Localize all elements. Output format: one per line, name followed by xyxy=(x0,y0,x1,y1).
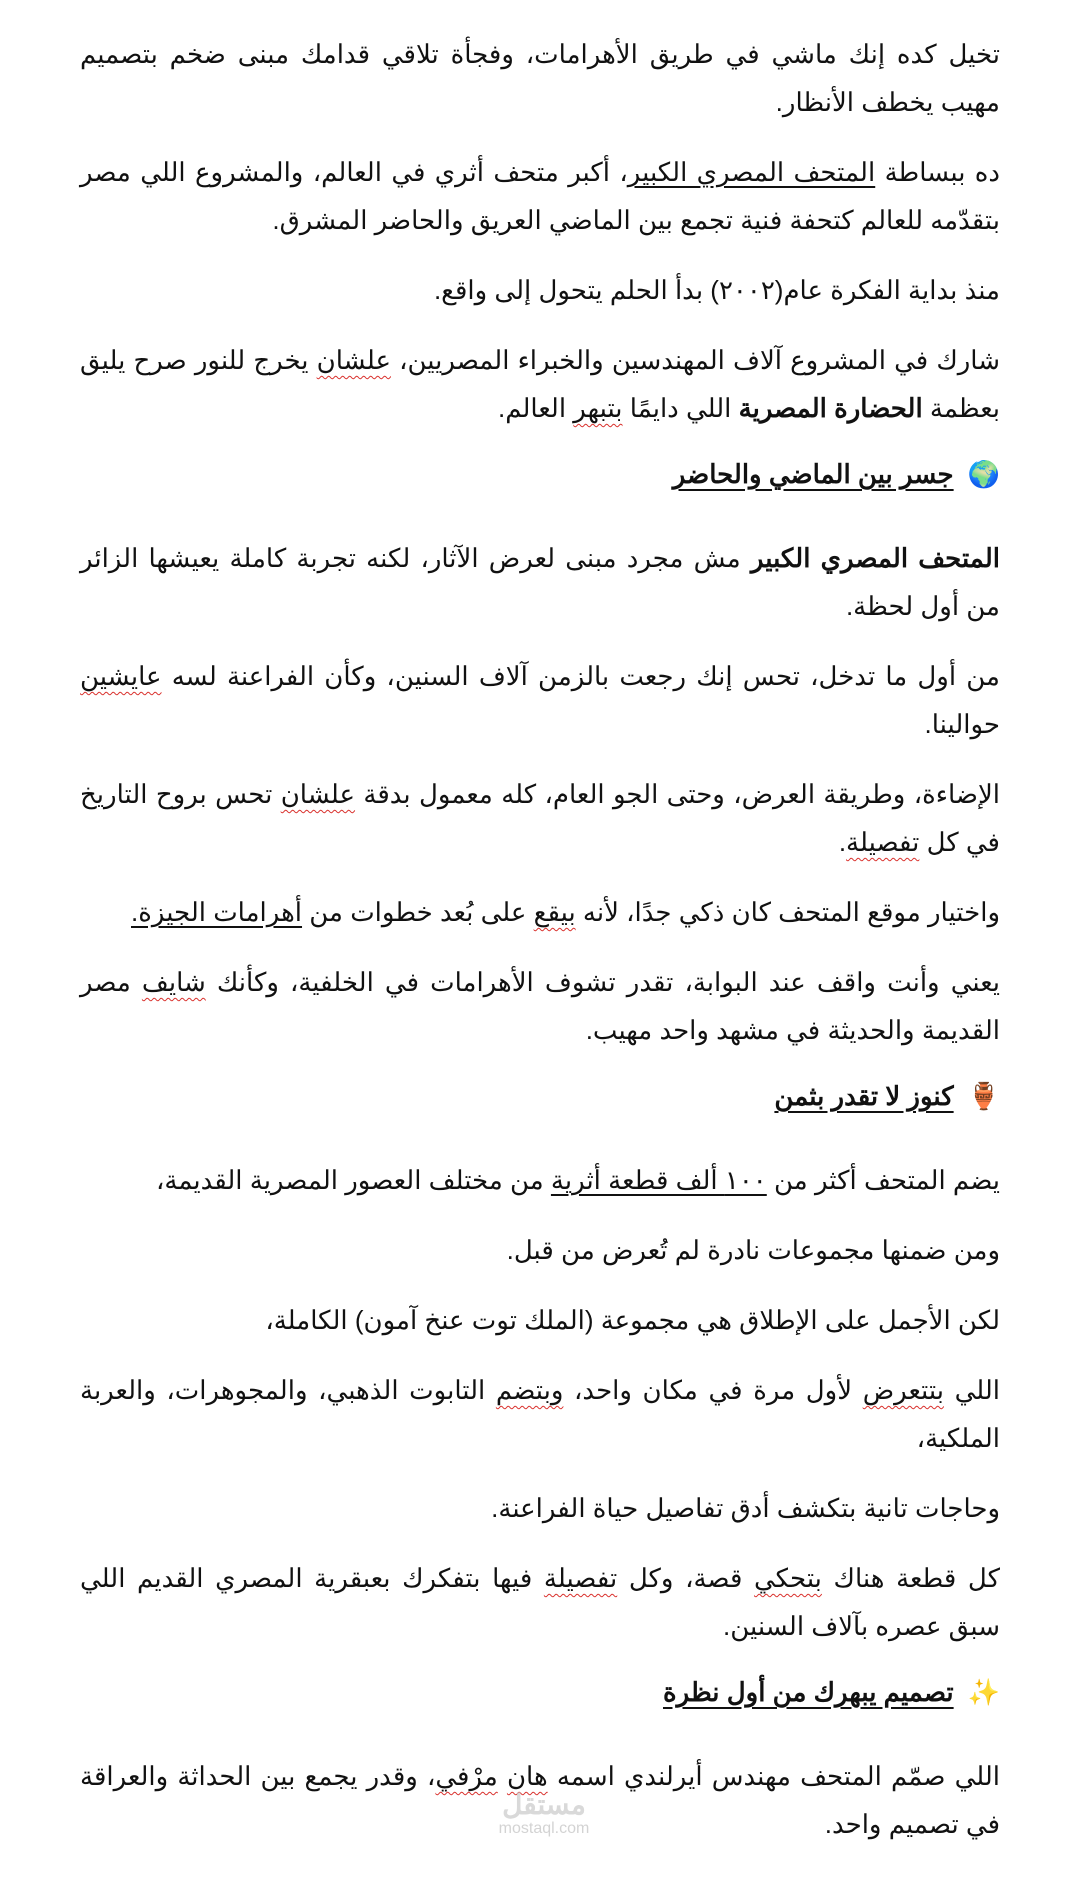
section3-paragraph-1: اللي صمّم المتحف مهندس أيرلندي اسمه هان مرْفي، وقدر يجمع بين الحداثة والعراقة في تصميم واحد. xyxy=(80,1761,1000,1839)
sparkles-icon: ✨ xyxy=(967,1677,1000,1707)
spellcheck-word: مرْفي xyxy=(435,1761,498,1791)
section-heading-design xyxy=(80,1672,1000,1712)
spellcheck-word: بتحكي xyxy=(754,1563,822,1593)
section-title: تصميم يبهرك من أول نظرة xyxy=(663,1677,954,1707)
section2-paragraph-5: وحاجات تانية بتكشف أدق تفاصيل حياة الفراعنة. xyxy=(491,1493,1000,1523)
section-title: جسر بين الماضي والحاضر xyxy=(672,459,954,489)
spellcheck-word: هان xyxy=(506,1761,548,1791)
section-heading-bridge xyxy=(80,454,1000,494)
intro-paragraph-3: منذ بداية الفكرة عام(٢٠٠٢) بدأ الحلم يتحول إلى واقع. xyxy=(433,275,1000,305)
spellcheck-word: بيقع xyxy=(533,897,576,927)
bold-phrase: الحضارة المصرية xyxy=(738,393,923,423)
intro-paragraph-2: ده ببساطة المتحف المصري الكبير، أكبر متحف أثري في العالم، والمشروع اللي مصر بتقدّمه للعالم كتحفة فنية تجمع بين الماضي العريق والحاضر المشرق. xyxy=(80,157,1001,235)
mostaql-watermark xyxy=(474,1790,614,1838)
pyramids-link[interactable]: أهرامات الجيزة. xyxy=(131,897,303,927)
watermark-latin: mostaql.com xyxy=(498,1820,590,1837)
bold-phrase: المتحف المصري الكبير xyxy=(750,543,1000,573)
spellcheck-word: شايف xyxy=(141,967,206,997)
section2-paragraph-3: لكن الأجمل على الإطلاق هي مجموعة (الملك توت عنخ آمون) الكاملة، xyxy=(265,1305,1000,1335)
section-title: كنوز لا تقدر بثمن xyxy=(774,1081,954,1111)
spellcheck-word: عايشين xyxy=(80,661,162,691)
gem-link[interactable]: المتحف المصري الكبير xyxy=(627,157,876,187)
spellcheck-word: علشان xyxy=(280,779,356,809)
section2-paragraph-4: اللي بتتعرض لأول مرة في مكان واحد، وبتضم التابوت الذهبي، والمجوهرات، والعربة الملكية، xyxy=(80,1375,1000,1453)
section2-paragraph-1: يضم المتحف أكثر من ١٠٠ ألف قطعة أثرية من مختلف العصور المصرية القديمة، xyxy=(155,1165,1000,1195)
section1-paragraph-2: من أول ما تدخل، تحس إنك رجعت بالزمن آلاف السنين، وكأن الفراعنة لسه عايشين حوالينا. xyxy=(80,661,1000,739)
section1-paragraph-3: الإضاءة، وطريقة العرض، وحتى الجو العام، كله معمول بدقة علشان تحس بروح التاريخ في كل تفصيلة. xyxy=(80,779,1000,857)
artifacts-link[interactable]: ١٠٠ ألف قطعة أثرية xyxy=(550,1165,767,1195)
section1-paragraph-5: يعني وأنت واقف عند البوابة، تقدر تشوف الأهرامات في الخلفية، وكأنك شايف مصر القديمة والحديثة في مشهد واحد مهيب. xyxy=(80,967,1000,1045)
section-heading-treasures xyxy=(80,1076,1000,1116)
watermark-arabic: مستقل xyxy=(502,1789,586,1820)
section2-paragraph-6: كل قطعة هناك بتحكي قصة، وكل تفصيلة فيها بتفكرك بعبقرية المصري القديم اللي سبق عصره بآلاف السنين. xyxy=(80,1563,1000,1641)
spellcheck-word: علشان xyxy=(316,345,391,375)
section2-paragraph-2: ومن ضمنها مجموعات نادرة لم تُعرض من قبل. xyxy=(506,1235,1000,1265)
spellcheck-word: بتبهر xyxy=(573,393,623,423)
intro-paragraph-1: تخيل كده إنك ماشي في طريق الأهرامات، وفجأة تلاقي قدامك مبنى ضخم بتصميم مهيب يخطف الأنظار. xyxy=(80,39,1000,117)
spellcheck-word: تفصيلة xyxy=(846,827,920,857)
globe-icon: 🌍 xyxy=(967,459,1000,489)
section1-paragraph-1: المتحف المصري الكبير مش مجرد مبنى لعرض الآثار، لكنه تجربة كاملة يعيشها الزائر من أول لحظة. xyxy=(80,543,1000,621)
intro-paragraph-4: شارك في المشروع آلاف المهندسين والخبراء المصريين، علشان يخرج للنور صرح يليق بعظمة الحضارة المصرية اللي دايمًا بتبهر العالم. xyxy=(80,345,1001,423)
spellcheck-word: بتتعرض xyxy=(862,1375,944,1405)
document-page xyxy=(80,30,1000,1870)
amphora-icon: 🏺 xyxy=(967,1081,1000,1111)
spellcheck-word: تفصيلة xyxy=(543,1563,618,1593)
spellcheck-word: وبتضم xyxy=(495,1375,564,1405)
section1-paragraph-4: واختيار موقع المتحف كان ذكي جدًا، لأنه بيقع على بُعد خطوات من أهرامات الجيزة. xyxy=(131,897,1000,927)
